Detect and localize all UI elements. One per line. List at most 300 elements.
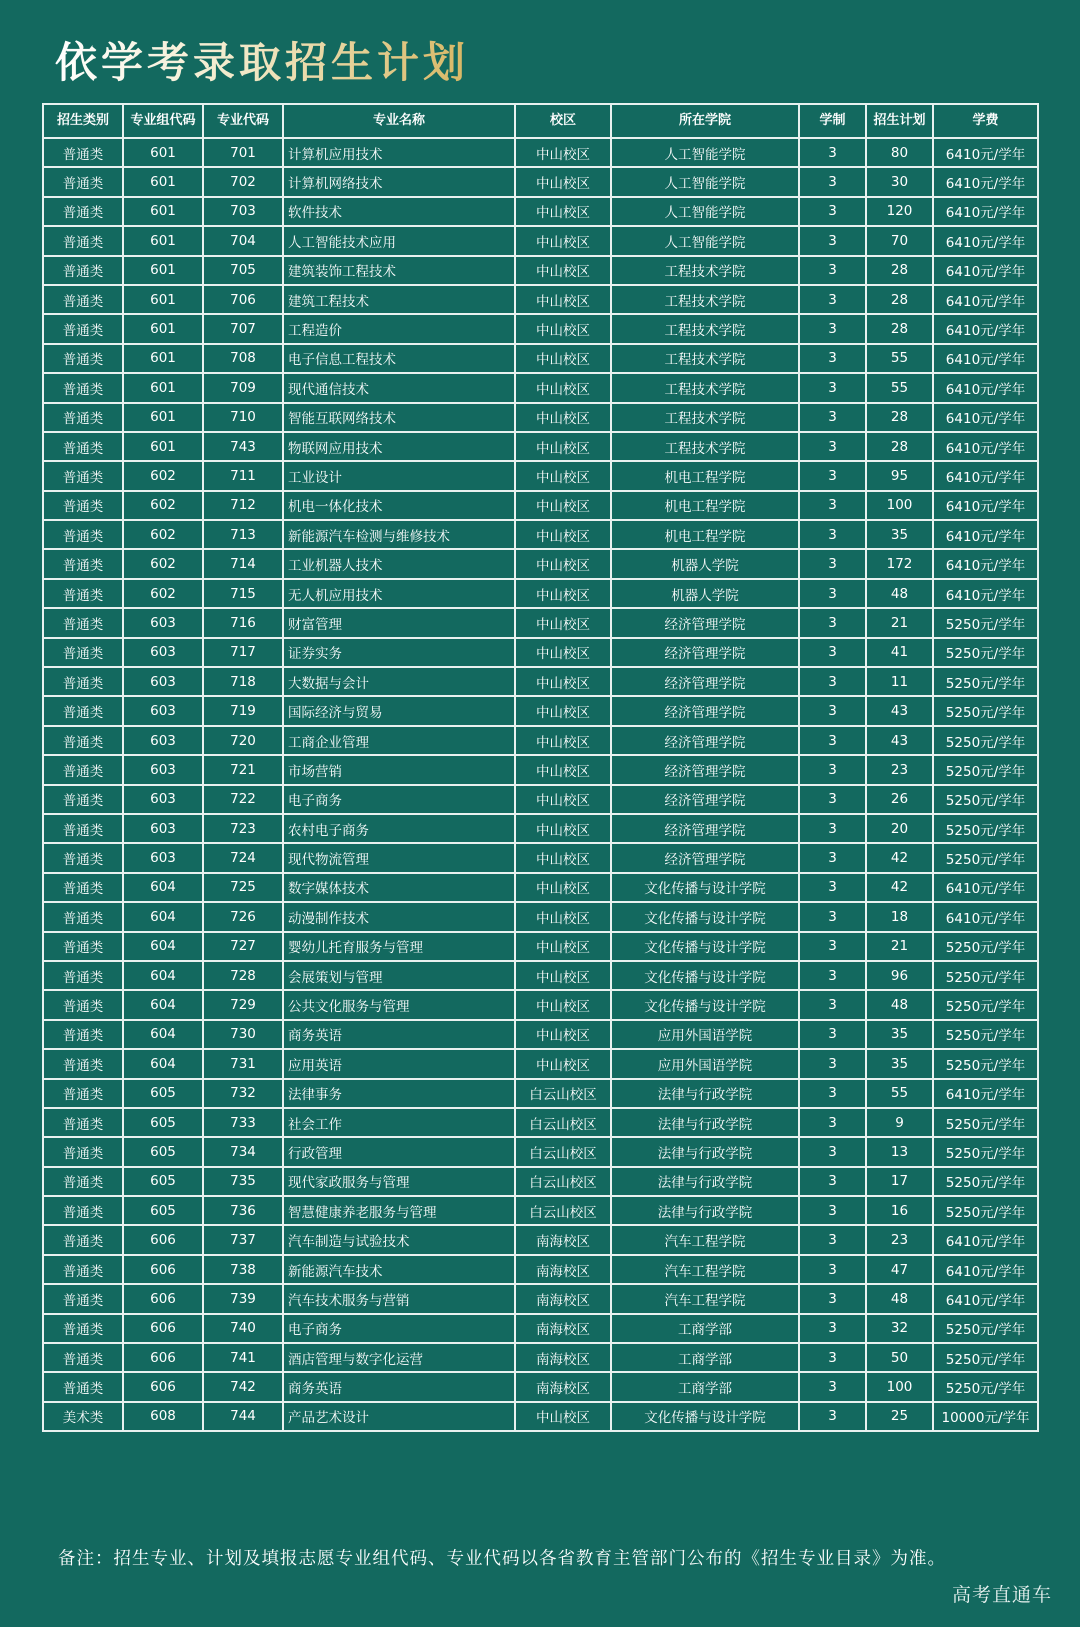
- cell-college: 工程技术学院: [611, 432, 799, 461]
- cell-tuition: 5250元/学年: [933, 932, 1038, 961]
- cell-plan: 48: [866, 990, 933, 1019]
- cell-duration: 3: [799, 843, 866, 872]
- cell-duration: 3: [799, 932, 866, 961]
- page-title: 依学考录取招生计划: [55, 38, 470, 87]
- table-row: [43, 608, 1038, 637]
- cell-category: 普通类: [43, 814, 123, 843]
- cell-campus: 中山校区: [515, 403, 611, 432]
- cell-college: 工程技术学院: [611, 256, 799, 285]
- cell-major-name: 农村电子商务: [283, 814, 515, 843]
- cell-major-name: 商务英语: [283, 1020, 515, 1049]
- table-row: [43, 138, 1038, 167]
- cell-tuition: 5250元/学年: [933, 1167, 1038, 1196]
- cell-category: 普通类: [43, 432, 123, 461]
- cell-group-code: 605: [123, 1167, 203, 1196]
- cell-plan: 17: [866, 1167, 933, 1196]
- cell-major-code: 701: [203, 138, 283, 167]
- cell-duration: 3: [799, 432, 866, 461]
- cell-college: 文化传播与设计学院: [611, 902, 799, 931]
- table-row: [43, 961, 1038, 990]
- cell-campus: 中山校区: [515, 461, 611, 490]
- cell-group-code: 604: [123, 1020, 203, 1049]
- cell-tuition: 6410元/学年: [933, 873, 1038, 902]
- cell-major-name: 工商企业管理: [283, 726, 515, 755]
- cell-major-name: 产品艺术设计: [283, 1402, 515, 1431]
- cell-plan: 43: [866, 726, 933, 755]
- cell-major-name: 新能源汽车检测与维修技术: [283, 520, 515, 549]
- cell-category: 普通类: [43, 138, 123, 167]
- cell-plan: 9: [866, 1108, 933, 1137]
- cell-group-code: 606: [123, 1343, 203, 1372]
- cell-group-code: 606: [123, 1255, 203, 1284]
- cell-plan: 80: [866, 138, 933, 167]
- cell-college: 机电工程学院: [611, 491, 799, 520]
- cell-duration: 3: [799, 314, 866, 343]
- cell-major-code: 715: [203, 579, 283, 608]
- cell-group-code: 603: [123, 843, 203, 872]
- footnote: 备注：招生专业、计划及填报志愿专业组代码、专业代码以各省教育主管部门公布的《招生专业目录》为准。: [58, 1549, 946, 1569]
- cell-campus: 中山校区: [515, 814, 611, 843]
- cell-category: 普通类: [43, 1314, 123, 1343]
- cell-plan: 28: [866, 403, 933, 432]
- cell-tuition: 5250元/学年: [933, 1343, 1038, 1372]
- cell-major-code: 737: [203, 1225, 283, 1254]
- cell-major-name: 大数据与会计: [283, 667, 515, 696]
- cell-major-code: 711: [203, 461, 283, 490]
- cell-major-name: 电子商务: [283, 785, 515, 814]
- table-row: [43, 1284, 1038, 1313]
- cell-group-code: 601: [123, 138, 203, 167]
- cell-major-code: 706: [203, 285, 283, 314]
- cell-college: 法律与行政学院: [611, 1167, 799, 1196]
- cell-category: 普通类: [43, 902, 123, 931]
- table-row: [43, 1402, 1038, 1431]
- cell-group-code: 605: [123, 1196, 203, 1225]
- cell-category: 普通类: [43, 1079, 123, 1108]
- cell-duration: 3: [799, 608, 866, 637]
- cell-major-code: 741: [203, 1343, 283, 1372]
- cell-plan: 43: [866, 696, 933, 725]
- cell-major-name: 商务英语: [283, 1372, 515, 1401]
- cell-college: 工商学部: [611, 1372, 799, 1401]
- cell-tuition: 6410元/学年: [933, 256, 1038, 285]
- table-row: [43, 344, 1038, 373]
- cell-plan: 32: [866, 1314, 933, 1343]
- cell-plan: 21: [866, 608, 933, 637]
- cell-category: 普通类: [43, 873, 123, 902]
- table-row: [43, 667, 1038, 696]
- cell-major-name: 数字媒体技术: [283, 873, 515, 902]
- cell-college: 人工智能学院: [611, 167, 799, 196]
- cell-major-name: 公共文化服务与管理: [283, 990, 515, 1019]
- cell-duration: 3: [799, 638, 866, 667]
- cell-tuition: 6410元/学年: [933, 461, 1038, 490]
- cell-category: 普通类: [43, 1196, 123, 1225]
- cell-major-name: 建筑工程技术: [283, 285, 515, 314]
- cell-plan: 48: [866, 1284, 933, 1313]
- table-row: [43, 432, 1038, 461]
- cell-major-name: 酒店管理与数字化运营: [283, 1343, 515, 1372]
- table-row: [43, 1049, 1038, 1078]
- cell-group-code: 603: [123, 814, 203, 843]
- cell-duration: 3: [799, 814, 866, 843]
- cell-plan: 35: [866, 520, 933, 549]
- cell-duration: 3: [799, 403, 866, 432]
- cell-major-code: 735: [203, 1167, 283, 1196]
- cell-major-name: 电子商务: [283, 1314, 515, 1343]
- cell-college: 法律与行政学院: [611, 1196, 799, 1225]
- cell-category: 普通类: [43, 520, 123, 549]
- cell-tuition: 6410元/学年: [933, 491, 1038, 520]
- cell-plan: 55: [866, 373, 933, 402]
- cell-duration: 3: [799, 1372, 866, 1401]
- cell-major-name: 计算机应用技术: [283, 138, 515, 167]
- cell-plan: 42: [866, 873, 933, 902]
- cell-major-code: 726: [203, 902, 283, 931]
- cell-tuition: 6410元/学年: [933, 138, 1038, 167]
- cell-group-code: 604: [123, 990, 203, 1019]
- cell-major-name: 电子信息工程技术: [283, 344, 515, 373]
- table-row: [43, 1079, 1038, 1108]
- cell-group-code: 603: [123, 726, 203, 755]
- cell-category: 普通类: [43, 932, 123, 961]
- cell-category: 普通类: [43, 785, 123, 814]
- table-row: [43, 285, 1038, 314]
- cell-category: 普通类: [43, 1020, 123, 1049]
- cell-category: 普通类: [43, 1284, 123, 1313]
- cell-duration: 3: [799, 1402, 866, 1431]
- cell-category: 普通类: [43, 1167, 123, 1196]
- cell-group-code: 601: [123, 226, 203, 255]
- cell-college: 文化传播与设计学院: [611, 961, 799, 990]
- cell-campus: 中山校区: [515, 961, 611, 990]
- cell-plan: 28: [866, 285, 933, 314]
- cell-college: 应用外国语学院: [611, 1049, 799, 1078]
- cell-campus: 中山校区: [515, 256, 611, 285]
- cell-plan: 16: [866, 1196, 933, 1225]
- cell-major-code: 734: [203, 1137, 283, 1166]
- cell-group-code: 604: [123, 902, 203, 931]
- table-row: [43, 843, 1038, 872]
- cell-college: 文化传播与设计学院: [611, 990, 799, 1019]
- cell-campus: 南海校区: [515, 1284, 611, 1313]
- cell-category: 普通类: [43, 1225, 123, 1254]
- cell-group-code: 602: [123, 520, 203, 549]
- cell-group-code: 603: [123, 638, 203, 667]
- cell-campus: 中山校区: [515, 638, 611, 667]
- cell-college: 经济管理学院: [611, 843, 799, 872]
- cell-plan: 48: [866, 579, 933, 608]
- cell-duration: 3: [799, 461, 866, 490]
- cell-major-code: 717: [203, 638, 283, 667]
- cell-plan: 13: [866, 1137, 933, 1166]
- table-row: [43, 167, 1038, 196]
- cell-major-code: 742: [203, 1372, 283, 1401]
- cell-major-code: 729: [203, 990, 283, 1019]
- cell-major-name: 机电一体化技术: [283, 491, 515, 520]
- cell-plan: 120: [866, 197, 933, 226]
- cell-major-code: 712: [203, 491, 283, 520]
- table-row: [43, 1196, 1038, 1225]
- cell-major-name: 工业机器人技术: [283, 549, 515, 578]
- cell-plan: 21: [866, 932, 933, 961]
- cell-plan: 172: [866, 549, 933, 578]
- cell-plan: 47: [866, 1255, 933, 1284]
- cell-college: 工商学部: [611, 1343, 799, 1372]
- cell-major-code: 740: [203, 1314, 283, 1343]
- cell-major-name: 国际经济与贸易: [283, 696, 515, 725]
- cell-tuition: 5250元/学年: [933, 667, 1038, 696]
- cell-group-code: 606: [123, 1372, 203, 1401]
- table-row: [43, 814, 1038, 843]
- cell-major-name: 工业设计: [283, 461, 515, 490]
- table-row: [43, 696, 1038, 725]
- cell-tuition: 6410元/学年: [933, 902, 1038, 931]
- cell-major-name: 智能互联网络技术: [283, 403, 515, 432]
- cell-category: 普通类: [43, 638, 123, 667]
- cell-campus: 中山校区: [515, 785, 611, 814]
- table-row: [43, 491, 1038, 520]
- cell-college: 经济管理学院: [611, 814, 799, 843]
- cell-group-code: 605: [123, 1108, 203, 1137]
- cell-campus: 中山校区: [515, 843, 611, 872]
- cell-tuition: 5250元/学年: [933, 814, 1038, 843]
- cell-duration: 3: [799, 579, 866, 608]
- table-row: [43, 461, 1038, 490]
- cell-duration: 3: [799, 138, 866, 167]
- cell-college: 工程技术学院: [611, 344, 799, 373]
- cell-major-code: 719: [203, 696, 283, 725]
- enrollment-plan-table: [42, 103, 1039, 1432]
- cell-campus: 南海校区: [515, 1343, 611, 1372]
- table-row: [43, 1255, 1038, 1284]
- cell-plan: 20: [866, 814, 933, 843]
- table-row: [43, 549, 1038, 578]
- watermark-text: 高考直通车: [951, 1584, 1052, 1606]
- cell-campus: 中山校区: [515, 755, 611, 784]
- cell-category: 普通类: [43, 1372, 123, 1401]
- cell-group-code: 601: [123, 167, 203, 196]
- cell-major-code: 732: [203, 1079, 283, 1108]
- cell-college: 经济管理学院: [611, 638, 799, 667]
- cell-category: 普通类: [43, 1137, 123, 1166]
- cell-college: 法律与行政学院: [611, 1137, 799, 1166]
- cell-campus: 南海校区: [515, 1314, 611, 1343]
- cell-college: 工商学部: [611, 1314, 799, 1343]
- cell-college: 工程技术学院: [611, 403, 799, 432]
- cell-campus: 中山校区: [515, 667, 611, 696]
- cell-major-name: 证券实务: [283, 638, 515, 667]
- cell-major-name: 人工智能技术应用: [283, 226, 515, 255]
- cell-college: 经济管理学院: [611, 667, 799, 696]
- cell-campus: 中山校区: [515, 226, 611, 255]
- column-header-category: 招生类别: [43, 104, 123, 138]
- table-row: [43, 314, 1038, 343]
- cell-major-code: 718: [203, 667, 283, 696]
- cell-tuition: 5250元/学年: [933, 1049, 1038, 1078]
- cell-campus: 中山校区: [515, 491, 611, 520]
- cell-tuition: 6410元/学年: [933, 549, 1038, 578]
- cell-major-code: 739: [203, 1284, 283, 1313]
- cell-category: 普通类: [43, 961, 123, 990]
- cell-campus: 中山校区: [515, 696, 611, 725]
- cell-tuition: 5250元/学年: [933, 608, 1038, 637]
- cell-college: 文化传播与设计学院: [611, 932, 799, 961]
- cell-category: 普通类: [43, 1049, 123, 1078]
- cell-college: 经济管理学院: [611, 755, 799, 784]
- cell-campus: 中山校区: [515, 902, 611, 931]
- cell-plan: 11: [866, 667, 933, 696]
- table-row: [43, 403, 1038, 432]
- cell-duration: 3: [799, 785, 866, 814]
- table-body: [43, 138, 1038, 1431]
- cell-college: 人工智能学院: [611, 197, 799, 226]
- cell-duration: 3: [799, 726, 866, 755]
- cell-group-code: 602: [123, 579, 203, 608]
- cell-major-name: 计算机网络技术: [283, 167, 515, 196]
- cell-duration: 3: [799, 873, 866, 902]
- cell-major-name: 工程造价: [283, 314, 515, 343]
- cell-category: 普通类: [43, 403, 123, 432]
- cell-tuition: 6410元/学年: [933, 1225, 1038, 1254]
- cell-tuition: 5250元/学年: [933, 961, 1038, 990]
- cell-plan: 55: [866, 1079, 933, 1108]
- cell-major-code: 721: [203, 755, 283, 784]
- cell-category: 普通类: [43, 843, 123, 872]
- cell-college: 机器人学院: [611, 579, 799, 608]
- cell-tuition: 6410元/学年: [933, 285, 1038, 314]
- cell-group-code: 604: [123, 932, 203, 961]
- cell-group-code: 608: [123, 1402, 203, 1431]
- cell-group-code: 604: [123, 873, 203, 902]
- cell-major-name: 婴幼儿托育服务与管理: [283, 932, 515, 961]
- cell-major-code: 723: [203, 814, 283, 843]
- table-row: [43, 226, 1038, 255]
- cell-major-name: 新能源汽车技术: [283, 1255, 515, 1284]
- cell-campus: 中山校区: [515, 549, 611, 578]
- cell-tuition: 6410元/学年: [933, 432, 1038, 461]
- cell-major-code: 705: [203, 256, 283, 285]
- cell-tuition: 5250元/学年: [933, 638, 1038, 667]
- column-header-duration: 学制: [799, 104, 866, 138]
- cell-group-code: 601: [123, 197, 203, 226]
- cell-duration: 3: [799, 1137, 866, 1166]
- cell-campus: 南海校区: [515, 1255, 611, 1284]
- cell-major-name: 无人机应用技术: [283, 579, 515, 608]
- table-row: [43, 785, 1038, 814]
- cell-category: 普通类: [43, 373, 123, 402]
- cell-campus: 白云山校区: [515, 1079, 611, 1108]
- cell-tuition: 10000元/学年: [933, 1402, 1038, 1431]
- column-header-college: 所在学院: [611, 104, 799, 138]
- cell-college: 人工智能学院: [611, 138, 799, 167]
- cell-plan: 18: [866, 902, 933, 931]
- table-row: [43, 1137, 1038, 1166]
- cell-college: 法律与行政学院: [611, 1079, 799, 1108]
- cell-plan: 50: [866, 1343, 933, 1372]
- cell-duration: 3: [799, 667, 866, 696]
- table-row: [43, 1167, 1038, 1196]
- cell-category: 普通类: [43, 755, 123, 784]
- cell-plan: 96: [866, 961, 933, 990]
- cell-plan: 95: [866, 461, 933, 490]
- cell-group-code: 604: [123, 1049, 203, 1078]
- cell-duration: 3: [799, 197, 866, 226]
- table-row: [43, 1343, 1038, 1372]
- cell-college: 经济管理学院: [611, 785, 799, 814]
- cell-major-name: 现代通信技术: [283, 373, 515, 402]
- table-row: [43, 520, 1038, 549]
- cell-tuition: 5250元/学年: [933, 785, 1038, 814]
- cell-group-code: 606: [123, 1314, 203, 1343]
- cell-tuition: 6410元/学年: [933, 520, 1038, 549]
- table-row: [43, 1020, 1038, 1049]
- cell-category: 普通类: [43, 167, 123, 196]
- cell-group-code: 604: [123, 961, 203, 990]
- cell-campus: 白云山校区: [515, 1196, 611, 1225]
- cell-category: 普通类: [43, 1255, 123, 1284]
- cell-tuition: 5250元/学年: [933, 843, 1038, 872]
- cell-college: 工程技术学院: [611, 373, 799, 402]
- cell-duration: 3: [799, 1255, 866, 1284]
- cell-major-name: 软件技术: [283, 197, 515, 226]
- cell-major-code: 708: [203, 344, 283, 373]
- cell-campus: 中山校区: [515, 608, 611, 637]
- cell-major-code: 736: [203, 1196, 283, 1225]
- column-header-tuition: 学费: [933, 104, 1038, 138]
- cell-group-code: 606: [123, 1225, 203, 1254]
- table-row: [43, 579, 1038, 608]
- cell-major-code: 743: [203, 432, 283, 461]
- cell-duration: 3: [799, 1167, 866, 1196]
- column-header-plan: 招生计划: [866, 104, 933, 138]
- cell-tuition: 5250元/学年: [933, 1196, 1038, 1225]
- cell-group-code: 601: [123, 344, 203, 373]
- cell-duration: 3: [799, 990, 866, 1019]
- cell-campus: 中山校区: [515, 873, 611, 902]
- table-row: [43, 373, 1038, 402]
- cell-duration: 3: [799, 256, 866, 285]
- cell-plan: 23: [866, 755, 933, 784]
- cell-duration: 3: [799, 1284, 866, 1313]
- cell-group-code: 601: [123, 403, 203, 432]
- cell-tuition: 6410元/学年: [933, 314, 1038, 343]
- cell-campus: 中山校区: [515, 726, 611, 755]
- cell-group-code: 601: [123, 256, 203, 285]
- cell-major-code: 703: [203, 197, 283, 226]
- cell-major-code: 727: [203, 932, 283, 961]
- cell-major-name: 法律事务: [283, 1079, 515, 1108]
- cell-tuition: 5250元/学年: [933, 990, 1038, 1019]
- cell-tuition: 6410元/学年: [933, 403, 1038, 432]
- cell-major-code: 713: [203, 520, 283, 549]
- cell-duration: 3: [799, 1343, 866, 1372]
- cell-category: 普通类: [43, 344, 123, 373]
- cell-major-name: 市场营销: [283, 755, 515, 784]
- cell-major-code: 720: [203, 726, 283, 755]
- cell-duration: 3: [799, 520, 866, 549]
- cell-group-code: 601: [123, 373, 203, 402]
- cell-campus: 中山校区: [515, 579, 611, 608]
- cell-tuition: 5250元/学年: [933, 1137, 1038, 1166]
- cell-major-name: 物联网应用技术: [283, 432, 515, 461]
- cell-major-name: 社会工作: [283, 1108, 515, 1137]
- cell-plan: 25: [866, 1402, 933, 1431]
- cell-campus: 中山校区: [515, 167, 611, 196]
- cell-major-code: 728: [203, 961, 283, 990]
- column-header-group-code: 专业组代码: [123, 104, 203, 138]
- cell-group-code: 601: [123, 432, 203, 461]
